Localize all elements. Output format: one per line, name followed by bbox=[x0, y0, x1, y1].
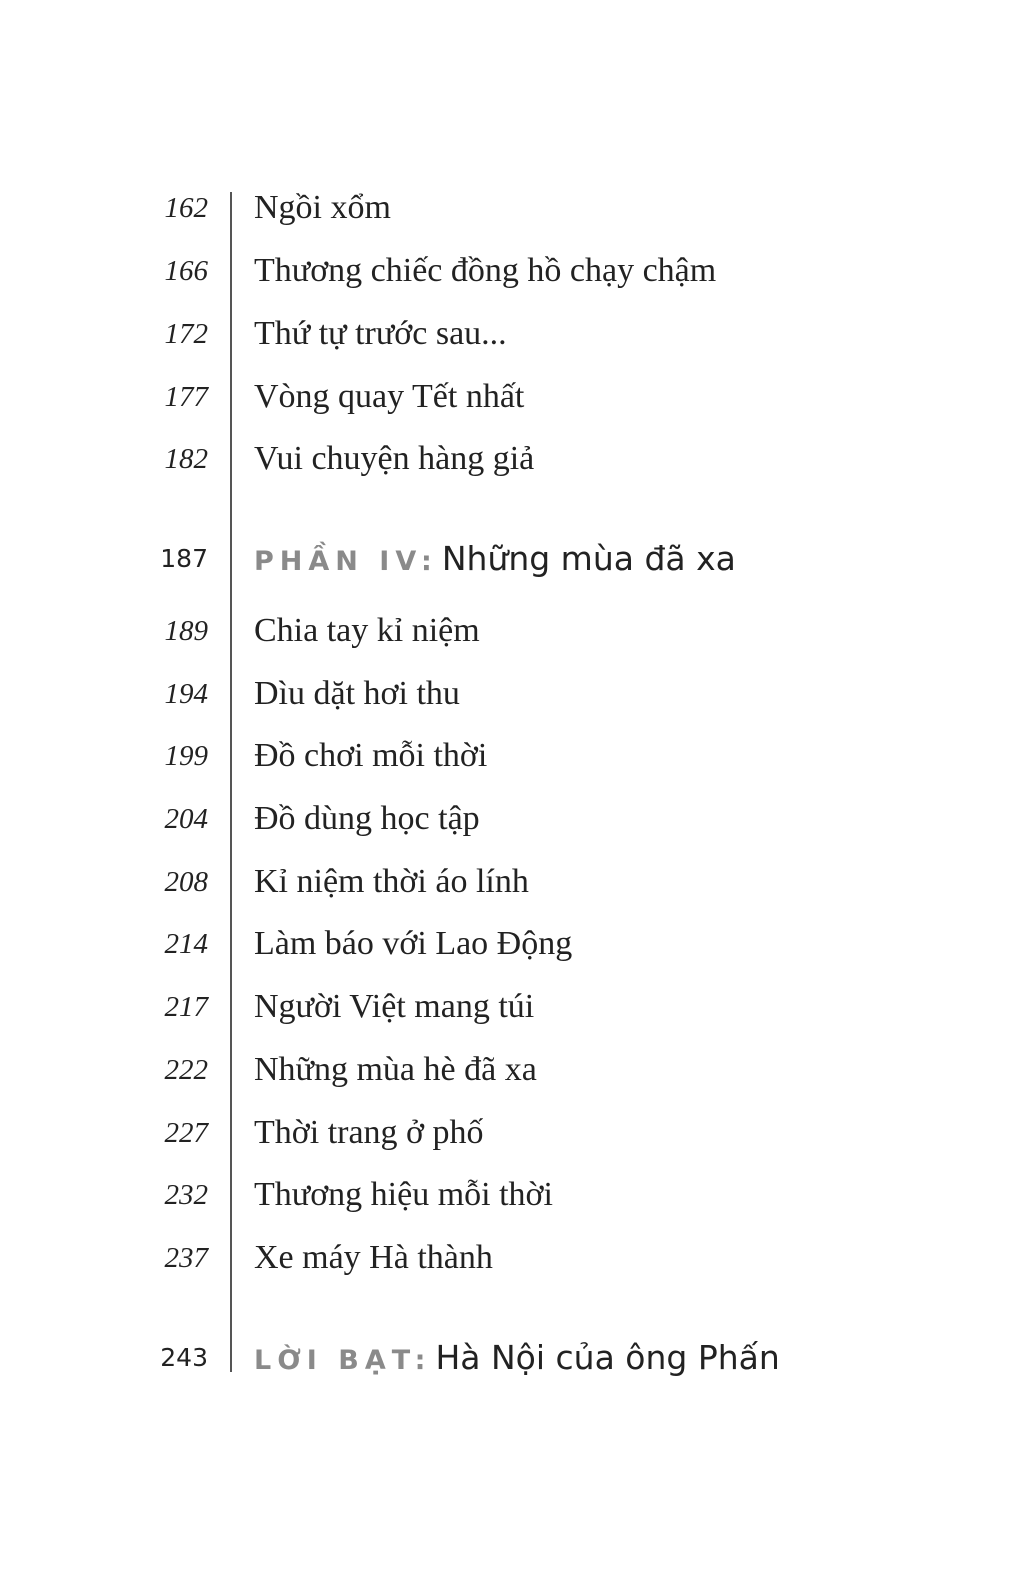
toc-entry bbox=[0, 1045, 1024, 1095]
section-label: LỜI BẠT: bbox=[254, 1345, 432, 1376]
entry-title: Thương hiệu mỗi thời bbox=[254, 1176, 553, 1213]
page-number: 237 bbox=[164, 1242, 208, 1274]
section-name: Hà Nội của ông Phấn bbox=[435, 1338, 780, 1377]
entry-title: Vui chuyện hàng giả bbox=[254, 440, 535, 477]
toc-entry bbox=[0, 919, 1024, 969]
toc-entry bbox=[0, 309, 1024, 359]
section-label: PHẦN IV: bbox=[254, 546, 438, 577]
toc-entry bbox=[0, 183, 1024, 233]
toc-entry bbox=[0, 606, 1024, 656]
entry-title: Đồ dùng học tập bbox=[254, 800, 480, 837]
page-number: 204 bbox=[164, 803, 208, 835]
toc-entry bbox=[0, 1170, 1024, 1220]
page-number: 189 bbox=[164, 615, 208, 647]
page-number: 166 bbox=[164, 255, 208, 287]
toc-entry bbox=[0, 857, 1024, 907]
toc-entry bbox=[0, 1108, 1024, 1158]
toc-entry bbox=[0, 434, 1024, 484]
section-name: Những mùa đã xa bbox=[441, 539, 736, 578]
entry-title: Dìu dặt hơi thu bbox=[254, 675, 460, 712]
entry-title: Người Việt mang túi bbox=[254, 988, 535, 1025]
entry-title: Ngồi xổm bbox=[254, 189, 391, 226]
page-number: 172 bbox=[164, 318, 208, 350]
toc-entry bbox=[0, 246, 1024, 296]
section-title bbox=[254, 534, 736, 587]
page-number: 208 bbox=[164, 866, 208, 898]
section-heading-afterword bbox=[0, 1333, 1024, 1383]
page-number: 217 bbox=[164, 991, 208, 1023]
page-number: 177 bbox=[164, 381, 208, 413]
entry-title: Làm báo với Lao Động bbox=[254, 925, 573, 962]
entry-title: Đồ chơi mỗi thời bbox=[254, 737, 488, 774]
page-number: 199 bbox=[164, 740, 208, 772]
page-number: 222 bbox=[164, 1054, 208, 1086]
page-number: 227 bbox=[164, 1117, 208, 1149]
page-number: 187 bbox=[160, 544, 208, 573]
page-number: 214 bbox=[164, 928, 208, 960]
toc-entry bbox=[0, 372, 1024, 422]
entry-title: Xe máy Hà thành bbox=[254, 1239, 493, 1276]
entry-title: Thứ tự trước sau... bbox=[254, 315, 507, 352]
section-title bbox=[254, 1333, 780, 1386]
page-number: 232 bbox=[164, 1179, 208, 1211]
section-heading-part4 bbox=[0, 534, 1024, 584]
page-number: 243 bbox=[160, 1343, 208, 1372]
entry-title: Chia tay kỉ niệm bbox=[254, 612, 480, 649]
page-number: 182 bbox=[164, 443, 208, 475]
page-number: 194 bbox=[164, 678, 208, 710]
toc-entry bbox=[0, 669, 1024, 719]
entry-title: Thương chiếc đồng hồ chạy chậm bbox=[254, 252, 717, 289]
toc-entry bbox=[0, 1233, 1024, 1283]
toc-entry bbox=[0, 731, 1024, 781]
toc-entry bbox=[0, 794, 1024, 844]
toc-entry bbox=[0, 982, 1024, 1032]
entry-title: Vòng quay Tết nhất bbox=[254, 378, 525, 415]
entry-title: Những mùa hè đã xa bbox=[254, 1051, 537, 1088]
entry-title: Thời trang ở phố bbox=[254, 1114, 484, 1151]
entry-title: Kỉ niệm thời áo lính bbox=[254, 863, 529, 900]
page-number: 162 bbox=[164, 192, 208, 224]
